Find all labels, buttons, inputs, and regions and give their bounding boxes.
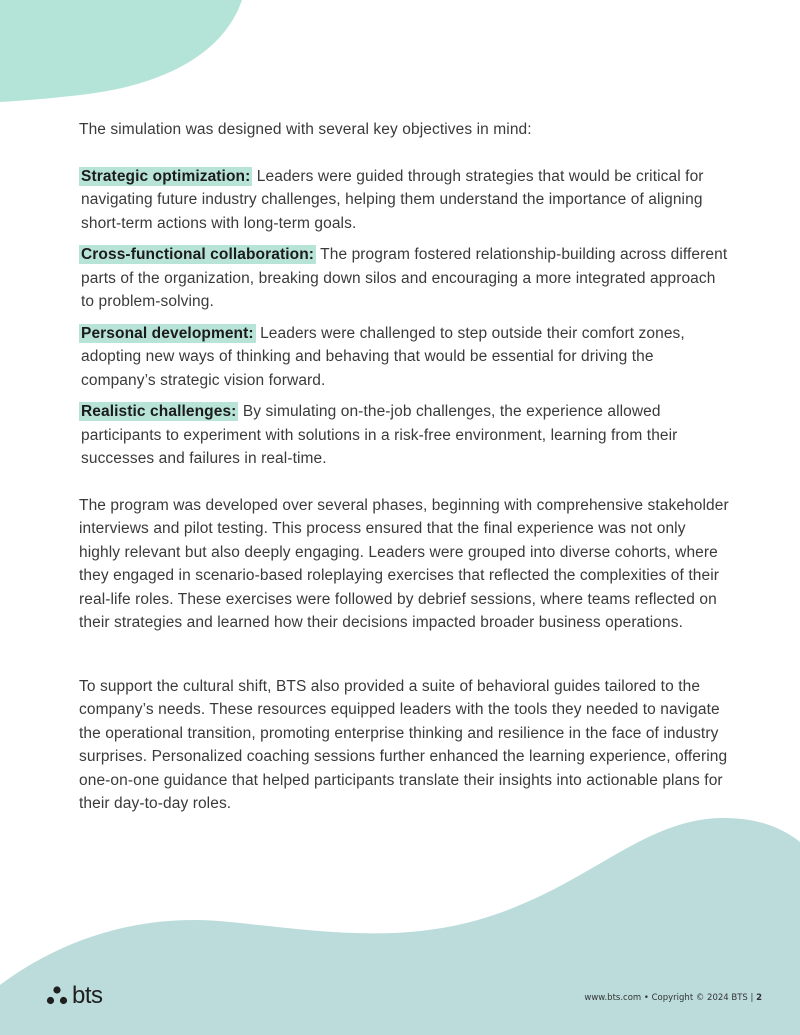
program-development-paragraph: The program was developed over several phases, beginning with comprehensive stakeholder interviews and pilot testing. This process ensured that the final experience was not only highly relevant but also deeply engaging. Leaders were grouped into diverse cohorts, where they engaged in scenario-based roleplaying exercises that reflected the complexities of their real-life roles. These exercises were followed by debrief sessions, where teams reflected on their strategies and learned how their decisions impacted broader business operations. bbox=[79, 496, 729, 631]
objective-text: Leaders were challenged to step outside their comfort zones, adopting new ways of thinking and behaving that would be essential for driving the company’s strategic vision forward. bbox=[81, 324, 685, 389]
copyright-text: www.bts.com • Copyright © 2024 BTS | bbox=[584, 993, 757, 1003]
logo-wordmark: bts bbox=[72, 982, 103, 1009]
objective-label: Realistic challenges: bbox=[81, 403, 237, 420]
objective-item bbox=[81, 243, 729, 314]
objective-item bbox=[81, 165, 729, 236]
objective-text: By simulating on-the-job challenges, the experience allowed participants to experiment with solutions in a risk-free environment, learning from their successes and failures in real-time. bbox=[81, 403, 678, 467]
objective-item bbox=[81, 400, 729, 471]
top-wave bbox=[0, 0, 242, 102]
footer-copyright bbox=[584, 993, 762, 1003]
body-content bbox=[79, 118, 729, 816]
objective-label: Personal development: bbox=[81, 324, 254, 342]
page-number: 2 bbox=[756, 993, 762, 1003]
objective-text: The program fostered relationship-building across different parts of the organization, breaking down silos and encouraging a more integrated approach to problem-solving. bbox=[81, 246, 728, 310]
objective-label: Strategic optimization: bbox=[81, 167, 251, 185]
intro-text: The simulation was designed with several key objectives in mind: bbox=[79, 121, 532, 138]
cultural-shift-paragraph: To support the cultural shift, BTS also provided a suite of behavioral guides tailored to the company’s needs. These resources equipped leaders with the tools they needed to navigate the operational transition, promoting enterprise thinking and resilience in the face of industry surprises. Personalized coaching sessions further enhanced the learning experience, offering one-on-one guidance that helped participants translate their insights into actionable plans for their day-to-day roles. bbox=[79, 677, 728, 812]
bts-logo bbox=[46, 984, 103, 1008]
objective-item bbox=[81, 322, 729, 393]
objective-label: Cross-functional collaboration: bbox=[81, 246, 315, 263]
objective-text: Leaders were guided through strategies that would be critical for navigating future industry challenges, helping them understand the importance of aligning short-term actions with long-term goals. bbox=[81, 167, 704, 232]
bts-dots-icon bbox=[46, 985, 68, 1007]
